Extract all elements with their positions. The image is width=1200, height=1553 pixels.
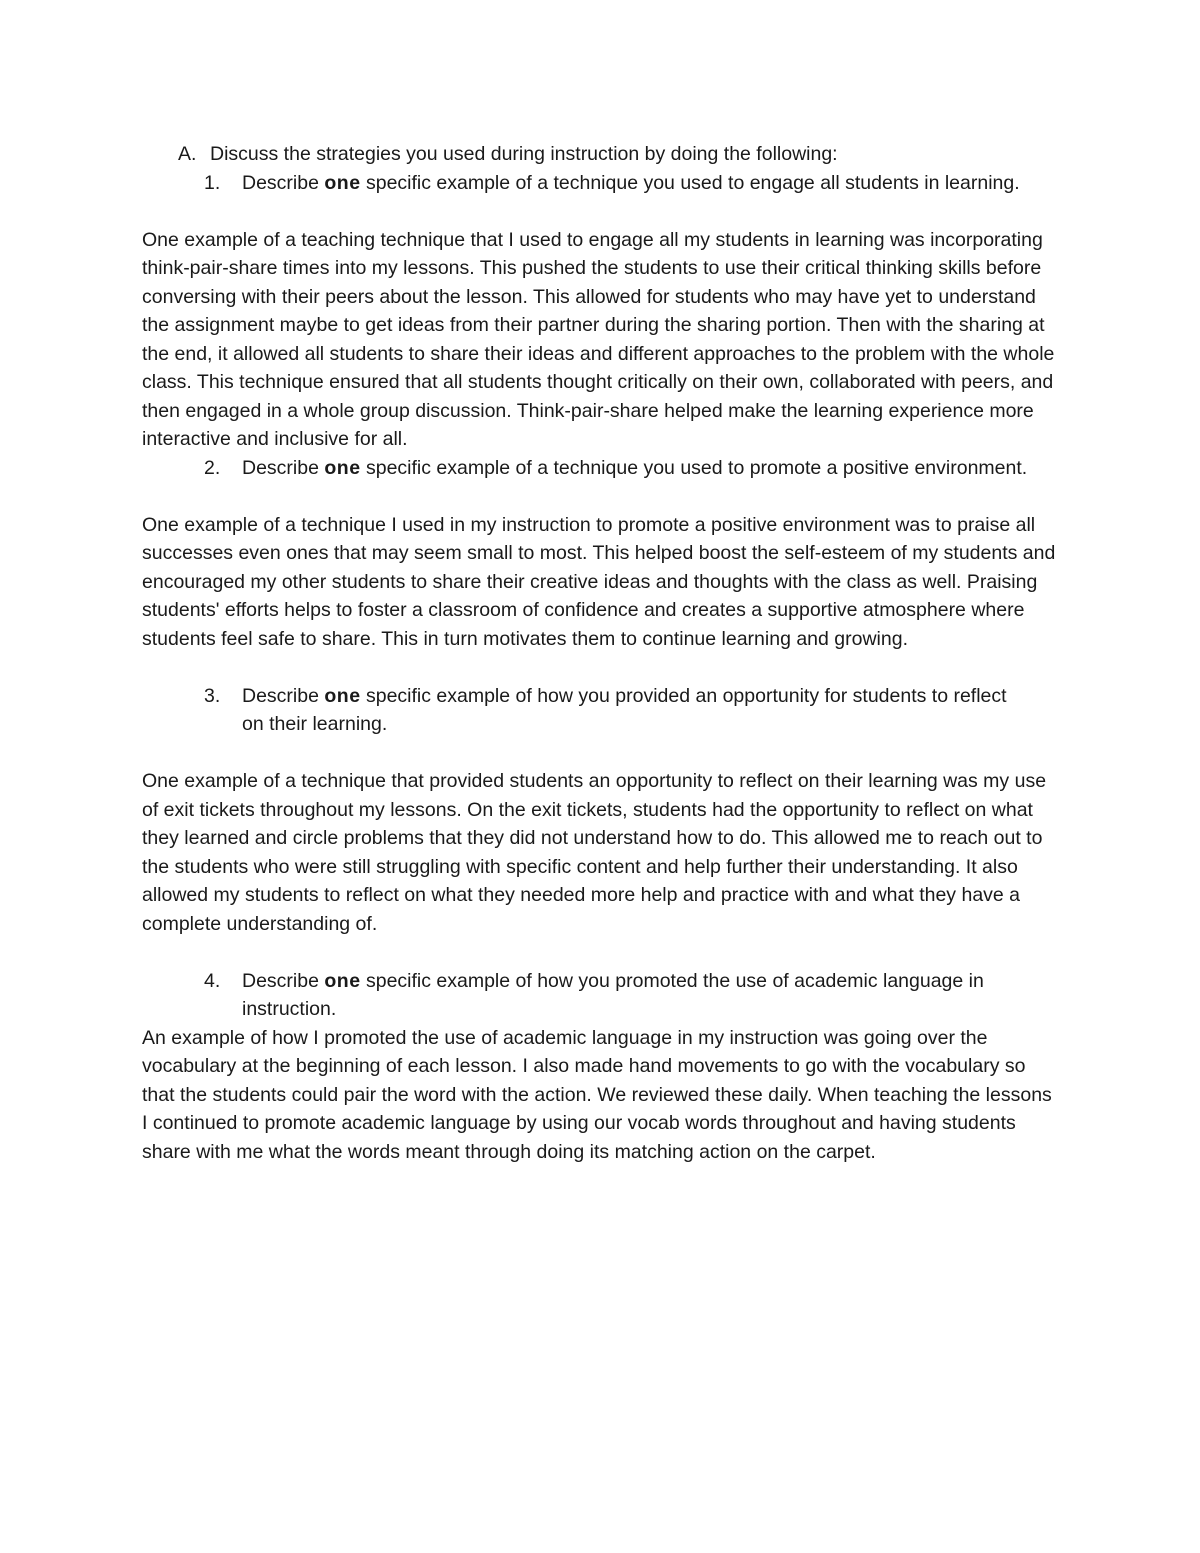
question-prefix: Describe (242, 969, 319, 992)
question-number: 1. (204, 171, 221, 194)
answer-2: One example of a technique I used in my instruction to promote a positive environment was to praise all successes even ones that may seem small to most. This helped boost the self-esteem of my students and encouraged my other students to share their creative ideas and thoughts with the class as well. Praising students' efforts helps to foster a classroom of confidence and creates a supportive atmosphere where students feel safe to share. This in turn motivates them to continue learning and growing. (142, 513, 1056, 650)
spacer (142, 653, 1072, 682)
question-text: specific example of how you promoted the use of academic language in instruction. (242, 969, 984, 1020)
question-prefix: Describe (242, 171, 319, 194)
answer-1: One example of a teaching technique that I used to engage all my students in learning was incorporating think-pair-share times into my lessons. This pushed the students to use their critical thinking skills before conversing with their peers about the lesson. This allowed for students who may have yet to understand the assignment maybe to get ideas from their partner during the sharing portion. Then with the sharing at the end, it allowed all students to share their ideas and different approaches to the problem with the whole class. This technique ensured that all students thought critically on their own, collaborated with peers, and then engaged in a whole group discussion. Think-pair-share helped make the learning experience more interactive and inclusive for all. (142, 228, 1055, 450)
spacer (142, 938, 1072, 967)
question-2 (142, 454, 1072, 483)
section-marker: A. (178, 143, 197, 165)
document-body (142, 140, 1072, 1166)
question-3 (142, 682, 1072, 739)
question-emphasis: one (324, 171, 361, 194)
section-heading (142, 140, 1072, 169)
spacer (142, 197, 1072, 226)
answer-3: One example of a technique that provided students an opportunity to reflect on their learning was my use of exit tickets throughout my lessons. On the exit tickets, students had the opportunity to reflect on what they learned and circle problems that they did not understand how to do. This allowed me to reach out to the students who were still struggling with specific content and help further their understanding. It also allowed my students to reflect on what they needed more help and practice with and what they have a complete understanding of. (142, 770, 1047, 935)
question-text: specific example of a technique you used to promote a positive environment. (365, 456, 1028, 479)
question-text: specific example of a technique you used to engage all students in learning. (365, 171, 1020, 194)
spacer (142, 739, 1072, 768)
section-heading-text: Discuss the strategies you used during instruction by doing the following: (210, 143, 838, 165)
question-1 (142, 169, 1072, 198)
question-4 (142, 967, 1072, 1024)
question-emphasis: one (324, 684, 361, 707)
spacer (142, 482, 1072, 511)
question-number: 4. (204, 969, 221, 992)
question-prefix: Describe (242, 456, 319, 479)
answer-4: An example of how I promoted the use of academic language in my instruction was going over the vocabulary at the beginning of each lesson. I also made hand movements to go with the vocabulary so that the students could pair the word with the action. We reviewed these daily. When teaching the lessons I continued to promote academic language by using our vocab words throughout and having students share with me what the words meant through doing its matching action on the carpet. (142, 1026, 1052, 1163)
question-prefix: Describe (242, 684, 319, 707)
question-text: specific example of how you provided an opportunity for students to reflect on their learning. (242, 684, 1007, 735)
question-emphasis: one (324, 456, 361, 479)
question-number: 2. (204, 456, 221, 479)
question-number: 3. (204, 684, 221, 707)
question-emphasis: one (324, 969, 361, 992)
